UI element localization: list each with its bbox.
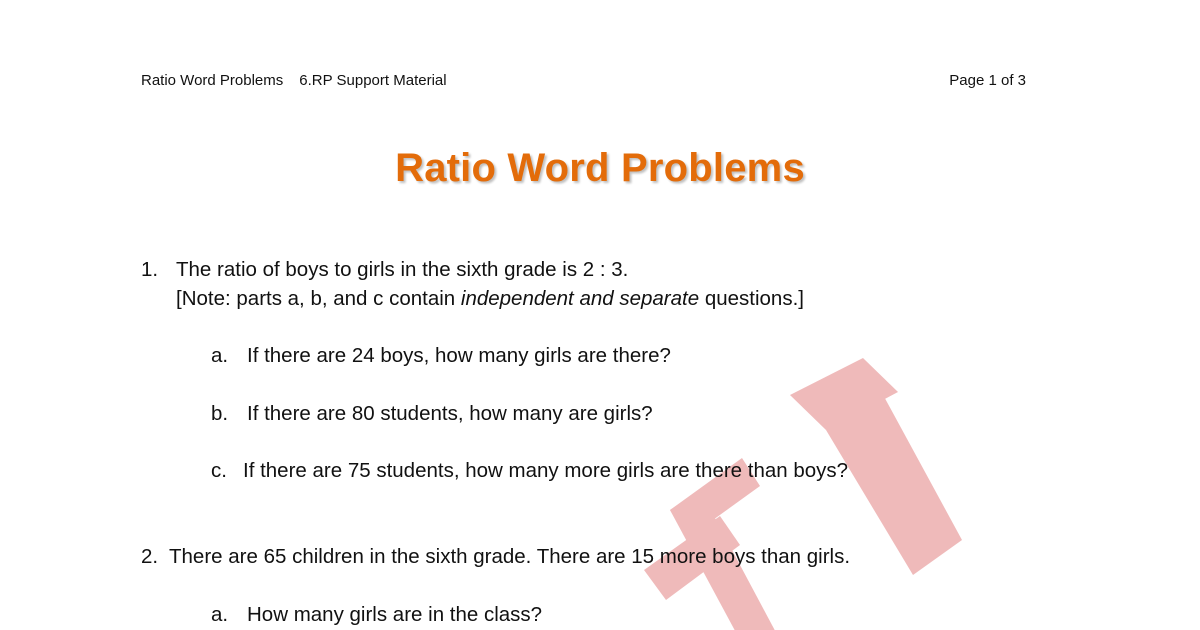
part-marker: a. [211, 344, 229, 367]
part-marker: b. [211, 402, 229, 425]
note-text: [Note: parts a, b, and c contain [176, 287, 461, 310]
part-text: If there are 75 students, how many more girls are there than boys? [243, 459, 849, 482]
running-header [141, 72, 447, 89]
watermark-graphic [630, 340, 990, 630]
question-text: The ratio of boys to girls in the sixth grade is 2 : 3. [176, 258, 629, 281]
note-text-end: questions.] [699, 287, 804, 310]
question-number: 2. [141, 545, 159, 568]
part-text: How many girls are in the class? [247, 603, 543, 626]
note-emphasis: independent and separate [460, 287, 700, 310]
page-title: Ratio Word Problems [395, 146, 805, 190]
question-number: 1. [141, 258, 159, 281]
part-marker: c. [211, 459, 227, 482]
header-doc-subtitle: 6.RP Support Material [299, 72, 447, 89]
part-marker: a. [211, 603, 229, 626]
part-text: If there are 24 boys, how many girls are there? [247, 344, 671, 367]
page-number: Page 1 of 3 [949, 72, 1026, 89]
header-doc-title: Ratio Word Problems [141, 72, 284, 89]
question-text: There are 65 children in the sixth grade. There are 15 more boys than girls. [169, 545, 851, 568]
question-note [176, 287, 804, 311]
part-text: If there are 80 students, how many are girls? [247, 402, 653, 425]
